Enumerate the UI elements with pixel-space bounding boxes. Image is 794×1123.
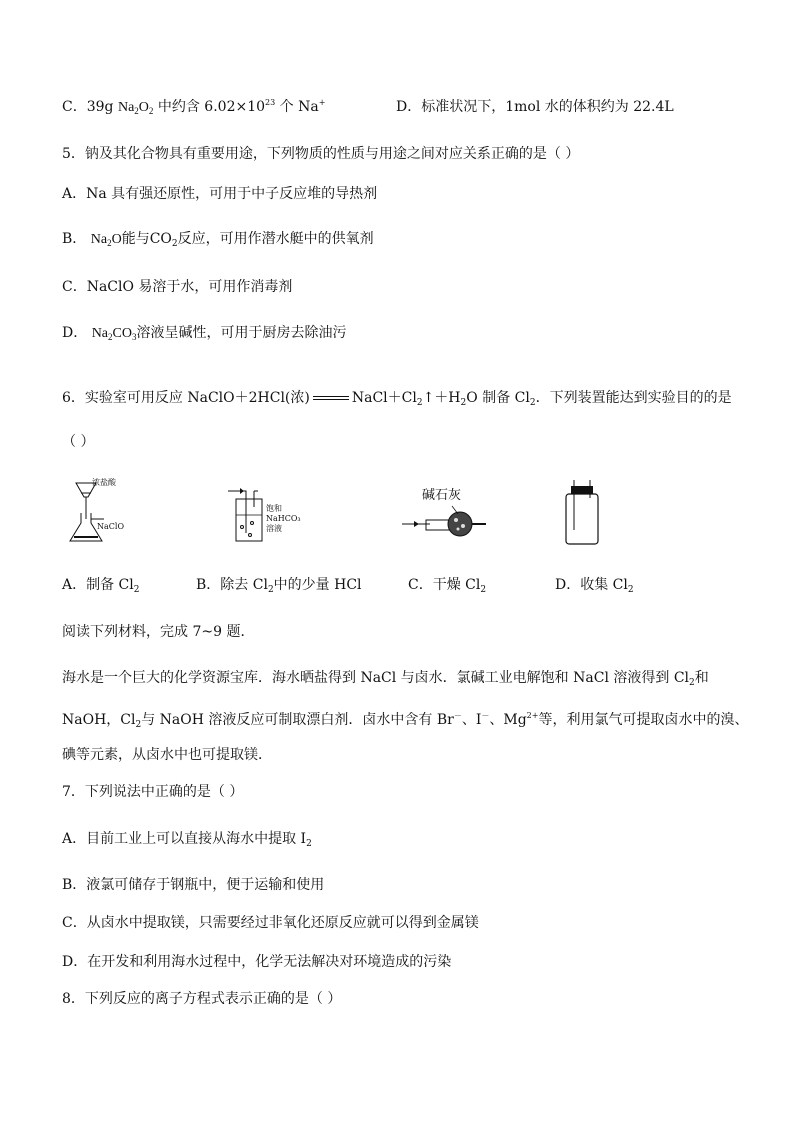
reading-intro: 阅读下列材料，完成 7~9 题． [62, 624, 255, 640]
q6-stem: 6．实验室可用反应 NaClO＋2HCl(浓) $NaCl+Cl_2↑+H_2O$ 制备 $Cl_2$．下列装置能达到实验目的的是 [62, 390, 732, 408]
q5-option-b: B． $Na_2O$能与$CO_2$反应，可用作潜水艇中的供氧剂 [62, 231, 374, 249]
label-soda-lime: 碱石灰 [422, 488, 462, 503]
q6-option-b: B．除去 $Cl_2$中的少量 HCl [196, 577, 362, 595]
apparatus-b-figure [224, 485, 314, 545]
q5-stem: 5．钠及其化合物具有重要用途，下列物质的性质与用途之间对应关系正确的是（ ） [62, 146, 580, 162]
q5-option-c: C．NaClO 易溶于水，可用作消毒剂 [62, 279, 293, 295]
apparatus-a-figure [62, 475, 142, 545]
reading-para-line3: 碘等元素，从卤水中也可提取镁． [62, 747, 272, 763]
formula-na2o: $Na_2O$ [90, 232, 122, 248]
q7-option-a: A．目前工业上可以直接从海水中提取 $I_2$ [62, 831, 312, 849]
collection-bottle-icon [560, 478, 610, 548]
q7-option-d: D．在开发和利用海水过程中，化学无法解决对环境造成的污染 [62, 954, 452, 970]
q5-option-a: A．Na 具有强还原性，可用于中子反应堆的导热剂 [62, 186, 378, 202]
formula-na2o2: $Na_2O_2$ [117, 100, 154, 116]
q6-option-a: A．制备 $Cl_2$ [62, 577, 140, 595]
q8-stem: 8．下列反应的离子方程式表示正确的是（ ） [62, 991, 342, 1007]
label-nahco3: NaHCO₃ [266, 514, 301, 523]
reading-para-line1: 海水是一个巨大的化学资源宝库．海水晒盐得到 NaCl 与卤水．氯碱工业电解饱和 NaCl 溶液得到 $Cl_2$和 [62, 670, 709, 688]
q6-option-c: C．干燥 $Cl_2$ [408, 577, 487, 595]
reading-para-line2: NaOH，$Cl_2$与 NaOH 溶液反应可制取漂白剂．卤水中含有 Br－、I－、$Mg^{2+}$等，利用氯气可提取卤水中的溴、 [62, 711, 749, 730]
q6-paren: （ ） [62, 434, 95, 450]
label-conc-hcl: 浓盐酸 [92, 478, 116, 487]
q4-option-c: C．39g $Na_2O_2$ 中约含 $6.02\times 10^{23}$ 个 Na+ [62, 98, 326, 116]
q7-stem: 7．下列说法中正确的是（ ） [62, 784, 244, 800]
label-naclo: NaClO [97, 522, 125, 531]
label-solution: 溶液 [266, 524, 282, 533]
reaction-arrow [313, 396, 349, 400]
apparatus-d-figure [560, 478, 610, 548]
q7-option-c: C．从卤水中提取镁，只需要经过非氧化还原反应就可以得到金属镁 [62, 915, 479, 931]
q4-option-d: D．标准状况下，1mol 水的体积约为 22.4L [396, 99, 674, 115]
apparatus-c-figure [400, 488, 500, 542]
formula-na2co3: $Na_2CO_3$ [91, 326, 137, 342]
q5-option-d: D． $Na_2CO_3$溶液呈碱性，可用于厨房去除油污 [62, 325, 347, 342]
q6-option-d: D．收集 $Cl_2$ [555, 577, 634, 595]
q7-option-b: B．液氯可储存于钢瓶中，便于运输和使用 [62, 877, 325, 893]
label-saturated: 饱和 [266, 504, 282, 513]
